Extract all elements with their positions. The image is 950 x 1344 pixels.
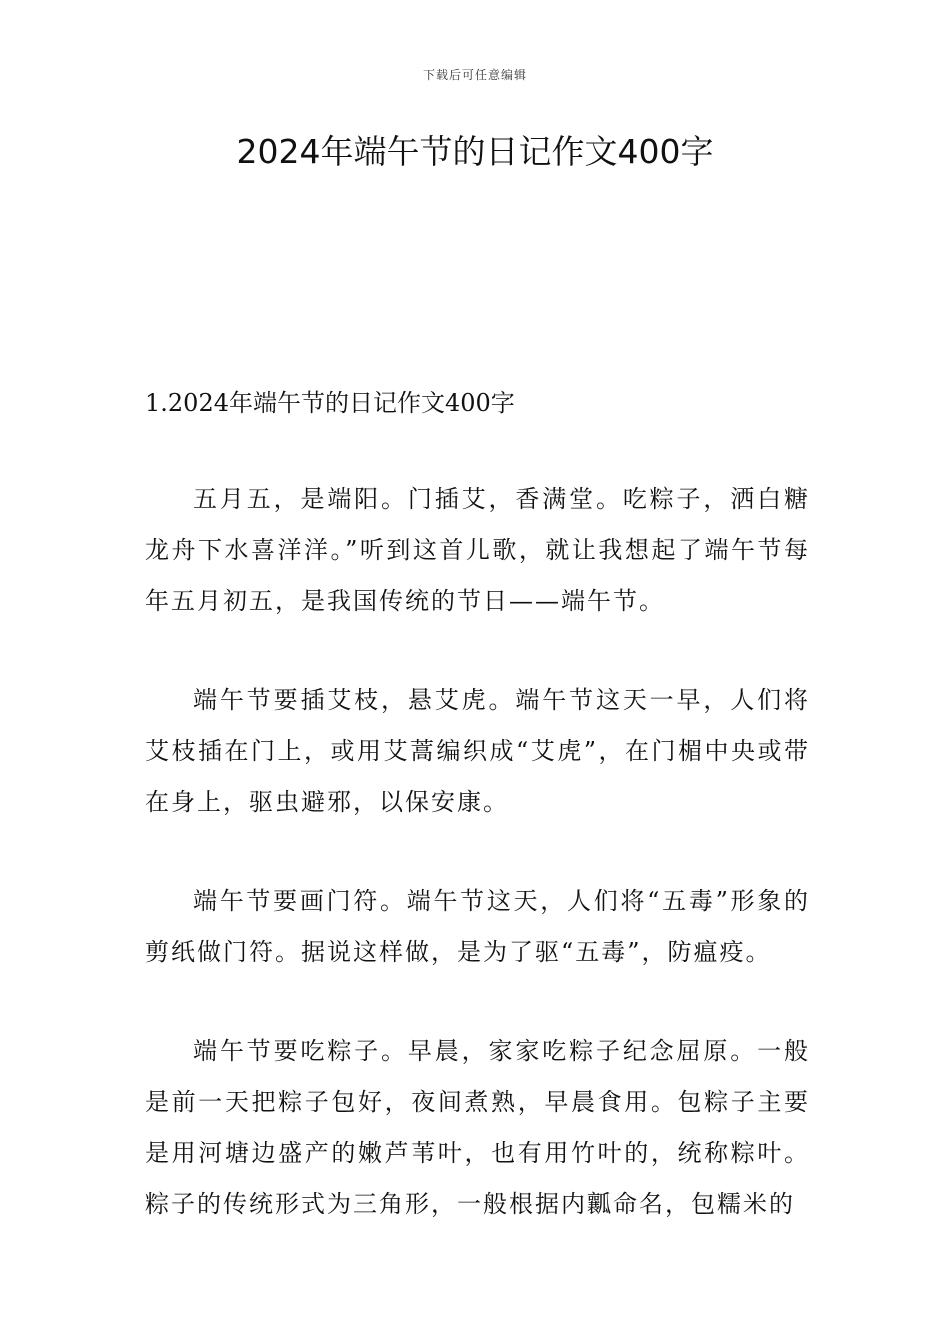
paragraph-2: 端午节要插艾枝，悬艾虎。端午节这天一早，人们将艾枝插在门上，或用艾蒿编织成“艾虎”，在门楣中央或带在身上，驱虫避邪，以保安康。 (145, 686, 810, 816)
paragraph-3: 端午节要画门符。端午节这天，人们将“五毒”形象的剪纸做门符。据说这样做，是为了驱“五毒”，防瘟疫。 (145, 887, 810, 966)
article-body (145, 474, 810, 1230)
paragraph-1: 五月五，是端阳。门插艾，香满堂。吃粽子，洒白糖龙舟下水喜洋洋。”听到这首儿歌，就让我想起了端午节每年五月初五，是我国传统的节日——端午节。 (145, 485, 810, 615)
header-note: 下载后可任意编辑 (422, 68, 527, 82)
page-title: 2024年端午节的日记作文400字 (236, 132, 714, 171)
paragraph-4: 端午节要吃粽子。早晨，家家吃粽子纪念屈原。一般是前一天把粽子包好，夜间煮熟，早晨食用。包粽子主要是用河塘边盛产的嫩芦苇叶，也有用竹叶的，统称粽叶。粽子的传统形式为三角形，一般根据内瓤命名，包糯米的 (145, 1037, 810, 1218)
section-heading: 1.2024年端午节的日记作文400字 (145, 389, 515, 417)
